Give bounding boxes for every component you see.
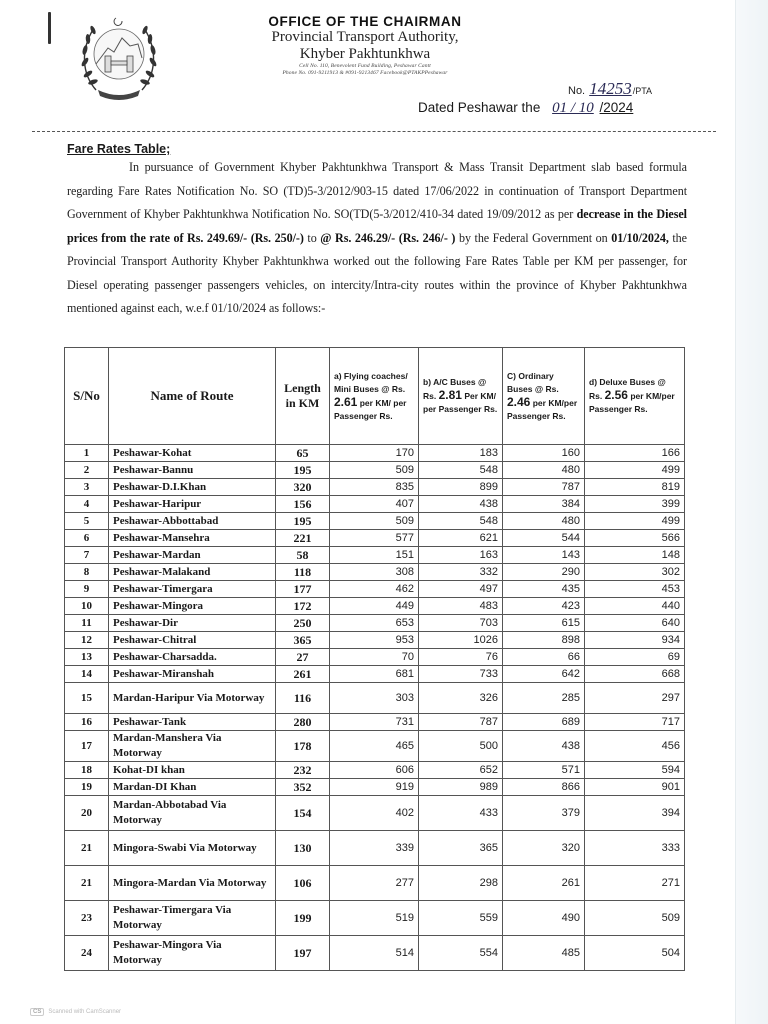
table-row — [65, 581, 685, 598]
table-row — [65, 632, 685, 649]
table-row — [65, 762, 685, 779]
cell-fare-deluxe-bus: 297 — [585, 683, 685, 714]
cell-fare-flying-coach: 465 — [330, 731, 419, 762]
scan-edge-shade — [735, 0, 768, 1024]
fare-rates-table — [64, 347, 685, 971]
header-d-rate: 2.56 — [604, 388, 628, 402]
para-text-3: by the Federal Government on — [455, 230, 612, 245]
cell-route: Peshawar-Mingora — [109, 598, 276, 615]
cell-fare-deluxe-bus: 717 — [585, 714, 685, 731]
cell-fare-ordinary-bus: 261 — [503, 866, 585, 901]
cell-fare-deluxe-bus: 499 — [585, 513, 685, 530]
cell-length: 27 — [276, 649, 330, 666]
para-text-1: In pursuance of Government Khyber Pakhtunkhwa Transport & Mass Transit Department slab based formula regarding Fare Rates Notification No. SO (TD)5-3/2012/903-15 dated 17/06/2022 in continuation of Transport Department Government of Khyber Pakhtunkhwa Notification No. SO(TD(5-3/2012/410-34 dated 19/09/2012 as per — [67, 160, 687, 221]
para-bold-date: 01/10/2024, — [611, 230, 669, 245]
header-b-rate: 2.81 — [438, 388, 462, 402]
cell-fare-deluxe-bus: 901 — [585, 779, 685, 796]
para-text-2: to — [303, 230, 321, 245]
cell-route: Peshawar-Haripur — [109, 496, 276, 513]
cell-sno: 23 — [65, 901, 109, 936]
contact-line: Phone No. 091-9211913 & #091-9213467 Facebook@PTAKPPeshawar — [282, 70, 448, 76]
header-a-unit: per KM/ per Passenger Rs. — [334, 397, 407, 421]
cell-length: 156 — [276, 496, 330, 513]
table-row — [65, 530, 685, 547]
cell-fare-ac-bus: 365 — [419, 831, 503, 866]
cell-route: Peshawar-D.I.Khan — [109, 479, 276, 496]
cell-fare-ac-bus: 298 — [419, 866, 503, 901]
cell-fare-deluxe-bus: 394 — [585, 796, 685, 831]
cell-fare-ac-bus: 163 — [419, 547, 503, 564]
table-row — [65, 796, 685, 831]
cell-fare-ac-bus: 548 — [419, 462, 503, 479]
dashed-separator — [32, 131, 716, 132]
cell-fare-ac-bus: 326 — [419, 683, 503, 714]
cell-sno: 4 — [65, 496, 109, 513]
cell-length: 197 — [276, 936, 330, 971]
cell-fare-ordinary-bus: 435 — [503, 581, 585, 598]
cell-fare-ac-bus: 787 — [419, 714, 503, 731]
table-row — [65, 683, 685, 714]
cell-fare-flying-coach: 402 — [330, 796, 419, 831]
table-row — [65, 462, 685, 479]
cell-sno: 5 — [65, 513, 109, 530]
cell-route: Peshawar-Kohat — [109, 445, 276, 462]
cell-fare-deluxe-bus: 640 — [585, 615, 685, 632]
table-row — [65, 445, 685, 462]
cell-sno: 20 — [65, 796, 109, 831]
cell-fare-deluxe-bus: 148 — [585, 547, 685, 564]
cell-sno: 13 — [65, 649, 109, 666]
cell-length: 221 — [276, 530, 330, 547]
cell-fare-deluxe-bus: 399 — [585, 496, 685, 513]
cell-fare-ordinary-bus: 787 — [503, 479, 585, 496]
cell-fare-ac-bus: 76 — [419, 649, 503, 666]
table-row — [65, 779, 685, 796]
header-ordinary-buses — [503, 348, 585, 445]
cell-fare-deluxe-bus: 594 — [585, 762, 685, 779]
cell-fare-deluxe-bus: 333 — [585, 831, 685, 866]
cell-route: Peshawar-Timergara Via Motorway — [109, 901, 276, 936]
cell-fare-ac-bus: 1026 — [419, 632, 503, 649]
cell-fare-ordinary-bus: 384 — [503, 496, 585, 513]
cell-fare-ac-bus: 652 — [419, 762, 503, 779]
cell-sno: 16 — [65, 714, 109, 731]
cell-length: 178 — [276, 731, 330, 762]
cell-route: Peshawar-Dir — [109, 615, 276, 632]
cell-route: Kohat-DI khan — [109, 762, 276, 779]
cell-fare-flying-coach: 151 — [330, 547, 419, 564]
cell-fare-ac-bus: 483 — [419, 598, 503, 615]
table-row — [65, 649, 685, 666]
section-title: Fare Rates Table; — [67, 142, 171, 156]
cell-sno: 24 — [65, 936, 109, 971]
cell-fare-ordinary-bus: 689 — [503, 714, 585, 731]
cell-fare-ac-bus: 554 — [419, 936, 503, 971]
table-row — [65, 564, 685, 581]
cell-length: 195 — [276, 462, 330, 479]
header-ac-buses — [419, 348, 503, 445]
header-sno: S/No — [65, 348, 109, 445]
cell-fare-deluxe-bus: 166 — [585, 445, 685, 462]
date-line — [418, 100, 633, 117]
cell-sno: 21 — [65, 831, 109, 866]
watermark-text: Scanned with CamScanner — [48, 1009, 122, 1015]
table-row — [65, 496, 685, 513]
cell-route: Peshawar-Miranshah — [109, 666, 276, 683]
cell-fare-deluxe-bus: 271 — [585, 866, 685, 901]
notification-paragraph — [67, 156, 687, 321]
header-c-text: C) Ordinary Buses @ Rs. — [507, 370, 559, 394]
header-c-rate: 2.46 — [507, 394, 531, 409]
margin-pen-mark — [48, 12, 51, 44]
cell-length: 106 — [276, 866, 330, 901]
header-c-unit: per KM/per Passenger Rs. — [507, 397, 578, 421]
cell-fare-flying-coach: 509 — [330, 462, 419, 479]
cell-sno: 9 — [65, 581, 109, 598]
cell-length: 130 — [276, 831, 330, 866]
cell-fare-ac-bus: 433 — [419, 796, 503, 831]
cell-fare-ac-bus: 733 — [419, 666, 503, 683]
cell-sno: 3 — [65, 479, 109, 496]
cell-length: 365 — [276, 632, 330, 649]
cell-sno: 7 — [65, 547, 109, 564]
ref-no-handwritten: 14253 — [589, 79, 632, 98]
cell-fare-ordinary-bus: 438 — [503, 731, 585, 762]
cell-route: Peshawar-Bannu — [109, 462, 276, 479]
cell-fare-ordinary-bus: 143 — [503, 547, 585, 564]
cell-fare-ac-bus: 559 — [419, 901, 503, 936]
cell-fare-deluxe-bus: 456 — [585, 731, 685, 762]
cell-fare-ordinary-bus: 290 — [503, 564, 585, 581]
date-handwritten: 01 / 10 — [552, 100, 594, 116]
cell-route: Peshawar-Mingora Via Motorway — [109, 936, 276, 971]
table-row — [65, 513, 685, 530]
reference-number — [568, 79, 652, 99]
cell-fare-deluxe-bus: 668 — [585, 666, 685, 683]
cell-route: Mardan-DI Khan — [109, 779, 276, 796]
para-text-4: the Provincial Transport Authority Khyber Pakhtunkhwa worked out the following Fare Rates Table per KM per passenger, for Diesel operating passenger passengers vehicles, on intercity/Intra-city routes within the province of Khyber Pakhtunkhwa mentioned against each, w.e.f 01/10/2024 as follows:- — [67, 230, 687, 315]
cell-fare-ordinary-bus: 642 — [503, 666, 585, 683]
kp-emblem-icon — [78, 12, 160, 102]
header-a-rate: 2.61 — [334, 394, 358, 409]
cell-fare-ordinary-bus: 615 — [503, 615, 585, 632]
province-name: Khyber Pakhtunkhwa — [299, 46, 431, 62]
cell-sno: 14 — [65, 666, 109, 683]
cell-fare-ac-bus: 703 — [419, 615, 503, 632]
cell-fare-flying-coach: 339 — [330, 831, 419, 866]
cell-fare-deluxe-bus: 302 — [585, 564, 685, 581]
cell-fare-flying-coach: 681 — [330, 666, 419, 683]
table-row — [65, 866, 685, 901]
cell-fare-ordinary-bus: 285 — [503, 683, 585, 714]
cell-fare-ordinary-bus: 898 — [503, 632, 585, 649]
cell-sno: 15 — [65, 683, 109, 714]
para-bold-diesel-old: decrease in the Diesel prices from the rate of Rs. 249.69/- (Rs. 250/-) — [67, 207, 687, 245]
cell-fare-ordinary-bus: 490 — [503, 901, 585, 936]
header-d-unit: per KM/per Passenger Rs. — [589, 391, 675, 414]
cell-fare-flying-coach: 407 — [330, 496, 419, 513]
cell-sno: 6 — [65, 530, 109, 547]
cell-route: Peshawar-Charsadda. — [109, 649, 276, 666]
cell-fare-ordinary-bus: 544 — [503, 530, 585, 547]
cell-fare-ac-bus: 332 — [419, 564, 503, 581]
cell-fare-flying-coach: 308 — [330, 564, 419, 581]
cell-route: Mardan-Manshera Via Motorway — [109, 731, 276, 762]
cell-route: Peshawar-Mansehra — [109, 530, 276, 547]
cell-fare-deluxe-bus: 934 — [585, 632, 685, 649]
cell-length: 280 — [276, 714, 330, 731]
table-row — [65, 666, 685, 683]
cell-length: 250 — [276, 615, 330, 632]
cell-sno: 10 — [65, 598, 109, 615]
cell-length: 65 — [276, 445, 330, 462]
cell-fare-ordinary-bus: 866 — [503, 779, 585, 796]
cell-length: 154 — [276, 796, 330, 831]
cell-fare-flying-coach: 953 — [330, 632, 419, 649]
para-bold-diesel-new: @ Rs. 246.29/- (Rs. 246/- ) — [320, 230, 456, 245]
cell-fare-ac-bus: 548 — [419, 513, 503, 530]
cell-fare-flying-coach: 509 — [330, 513, 419, 530]
cell-fare-ac-bus: 500 — [419, 731, 503, 762]
cell-length: 352 — [276, 779, 330, 796]
cell-fare-ac-bus: 989 — [419, 779, 503, 796]
cell-sno: 8 — [65, 564, 109, 581]
cell-length: 199 — [276, 901, 330, 936]
letterhead — [200, 14, 530, 77]
cell-fare-ac-bus: 899 — [419, 479, 503, 496]
cell-fare-ordinary-bus: 480 — [503, 513, 585, 530]
cell-fare-flying-coach: 449 — [330, 598, 419, 615]
header-d-text: d) Deluxe Buses @ Rs. — [589, 377, 666, 401]
cell-fare-ac-bus: 438 — [419, 496, 503, 513]
table-row — [65, 831, 685, 866]
table-row — [65, 901, 685, 936]
table-row — [65, 936, 685, 971]
cell-fare-flying-coach: 919 — [330, 779, 419, 796]
header-a-text: a) Flying coaches/ Mini Buses @ Rs. — [334, 370, 408, 394]
cell-sno: 12 — [65, 632, 109, 649]
cell-route: Peshawar-Tank — [109, 714, 276, 731]
office-title: OFFICE OF THE CHAIRMAN — [268, 14, 462, 29]
cell-fare-deluxe-bus: 440 — [585, 598, 685, 615]
cell-sno: 2 — [65, 462, 109, 479]
cell-fare-deluxe-bus: 69 — [585, 649, 685, 666]
cell-route: Mardan-Haripur Via Motorway — [109, 683, 276, 714]
cell-fare-ordinary-bus: 423 — [503, 598, 585, 615]
cell-fare-ordinary-bus: 480 — [503, 462, 585, 479]
table-row — [65, 731, 685, 762]
ref-no-label: No. — [568, 85, 586, 97]
cell-fare-flying-coach: 653 — [330, 615, 419, 632]
cell-fare-ac-bus: 497 — [419, 581, 503, 598]
cell-fare-flying-coach: 514 — [330, 936, 419, 971]
fare-table-body — [65, 445, 685, 971]
table-row — [65, 598, 685, 615]
cell-fare-ordinary-bus: 320 — [503, 831, 585, 866]
cell-fare-flying-coach: 606 — [330, 762, 419, 779]
cell-fare-deluxe-bus: 453 — [585, 581, 685, 598]
cell-fare-ac-bus: 621 — [419, 530, 503, 547]
cell-fare-ordinary-bus: 160 — [503, 445, 585, 462]
cell-fare-flying-coach: 835 — [330, 479, 419, 496]
cell-route: Mardan-Abbotabad Via Motorway — [109, 796, 276, 831]
cell-fare-deluxe-bus: 499 — [585, 462, 685, 479]
table-row — [65, 479, 685, 496]
cell-fare-ordinary-bus: 379 — [503, 796, 585, 831]
cell-route: Peshawar-Mardan — [109, 547, 276, 564]
cell-length: 177 — [276, 581, 330, 598]
cell-fare-ordinary-bus: 571 — [503, 762, 585, 779]
cell-fare-ac-bus: 183 — [419, 445, 503, 462]
cell-fare-flying-coach: 303 — [330, 683, 419, 714]
table-row — [65, 547, 685, 564]
table-header-row — [65, 348, 685, 445]
cell-sno: 18 — [65, 762, 109, 779]
cell-fare-flying-coach: 277 — [330, 866, 419, 901]
cell-length: 58 — [276, 547, 330, 564]
cell-route: Mingora-Swabi Via Motorway — [109, 831, 276, 866]
cell-route: Mingora-Mardan Via Motorway — [109, 866, 276, 901]
cell-fare-deluxe-bus: 819 — [585, 479, 685, 496]
header-b-unit: Per KM/ per Passenger Rs. — [423, 391, 498, 414]
cell-fare-flying-coach: 70 — [330, 649, 419, 666]
date-year: /2024 — [599, 100, 634, 115]
cell-length: 118 — [276, 564, 330, 581]
cell-length: 116 — [276, 683, 330, 714]
cell-length: 261 — [276, 666, 330, 683]
address-line: Cell No. 110, Benevolent Fund Building, Peshawar Cantt — [299, 63, 431, 69]
cell-route: Peshawar-Chitral — [109, 632, 276, 649]
org-name: Provincial Transport Authority, — [271, 29, 459, 45]
table-row — [65, 615, 685, 632]
cell-length: 195 — [276, 513, 330, 530]
cell-sno: 21 — [65, 866, 109, 901]
scanner-watermark — [30, 1008, 121, 1016]
cell-fare-flying-coach: 519 — [330, 901, 419, 936]
table-row — [65, 714, 685, 731]
cell-sno: 17 — [65, 731, 109, 762]
camscanner-icon: CS — [30, 1008, 44, 1016]
cell-fare-deluxe-bus: 509 — [585, 901, 685, 936]
cell-sno: 19 — [65, 779, 109, 796]
header-deluxe-buses — [585, 348, 685, 445]
cell-sno: 11 — [65, 615, 109, 632]
cell-fare-flying-coach: 577 — [330, 530, 419, 547]
cell-fare-flying-coach: 731 — [330, 714, 419, 731]
cell-fare-flying-coach: 170 — [330, 445, 419, 462]
cell-route: Peshawar-Timergara — [109, 581, 276, 598]
header-b-text: b) A/C Buses @ Rs. — [423, 377, 487, 401]
cell-length: 172 — [276, 598, 330, 615]
ref-no-suffix: /PTA — [632, 86, 653, 96]
cell-fare-deluxe-bus: 566 — [585, 530, 685, 547]
cell-route: Peshawar-Malakand — [109, 564, 276, 581]
cell-route: Peshawar-Abbottabad — [109, 513, 276, 530]
cell-sno: 1 — [65, 445, 109, 462]
cell-fare-ordinary-bus: 66 — [503, 649, 585, 666]
dated-label: Dated Peshawar the — [418, 100, 541, 115]
cell-fare-deluxe-bus: 504 — [585, 936, 685, 971]
cell-fare-flying-coach: 462 — [330, 581, 419, 598]
header-route: Name of Route — [109, 348, 276, 445]
cell-length: 232 — [276, 762, 330, 779]
header-length: Length in KM — [276, 348, 330, 445]
cell-length: 320 — [276, 479, 330, 496]
cell-fare-ordinary-bus: 485 — [503, 936, 585, 971]
header-flying-coaches — [330, 348, 419, 445]
